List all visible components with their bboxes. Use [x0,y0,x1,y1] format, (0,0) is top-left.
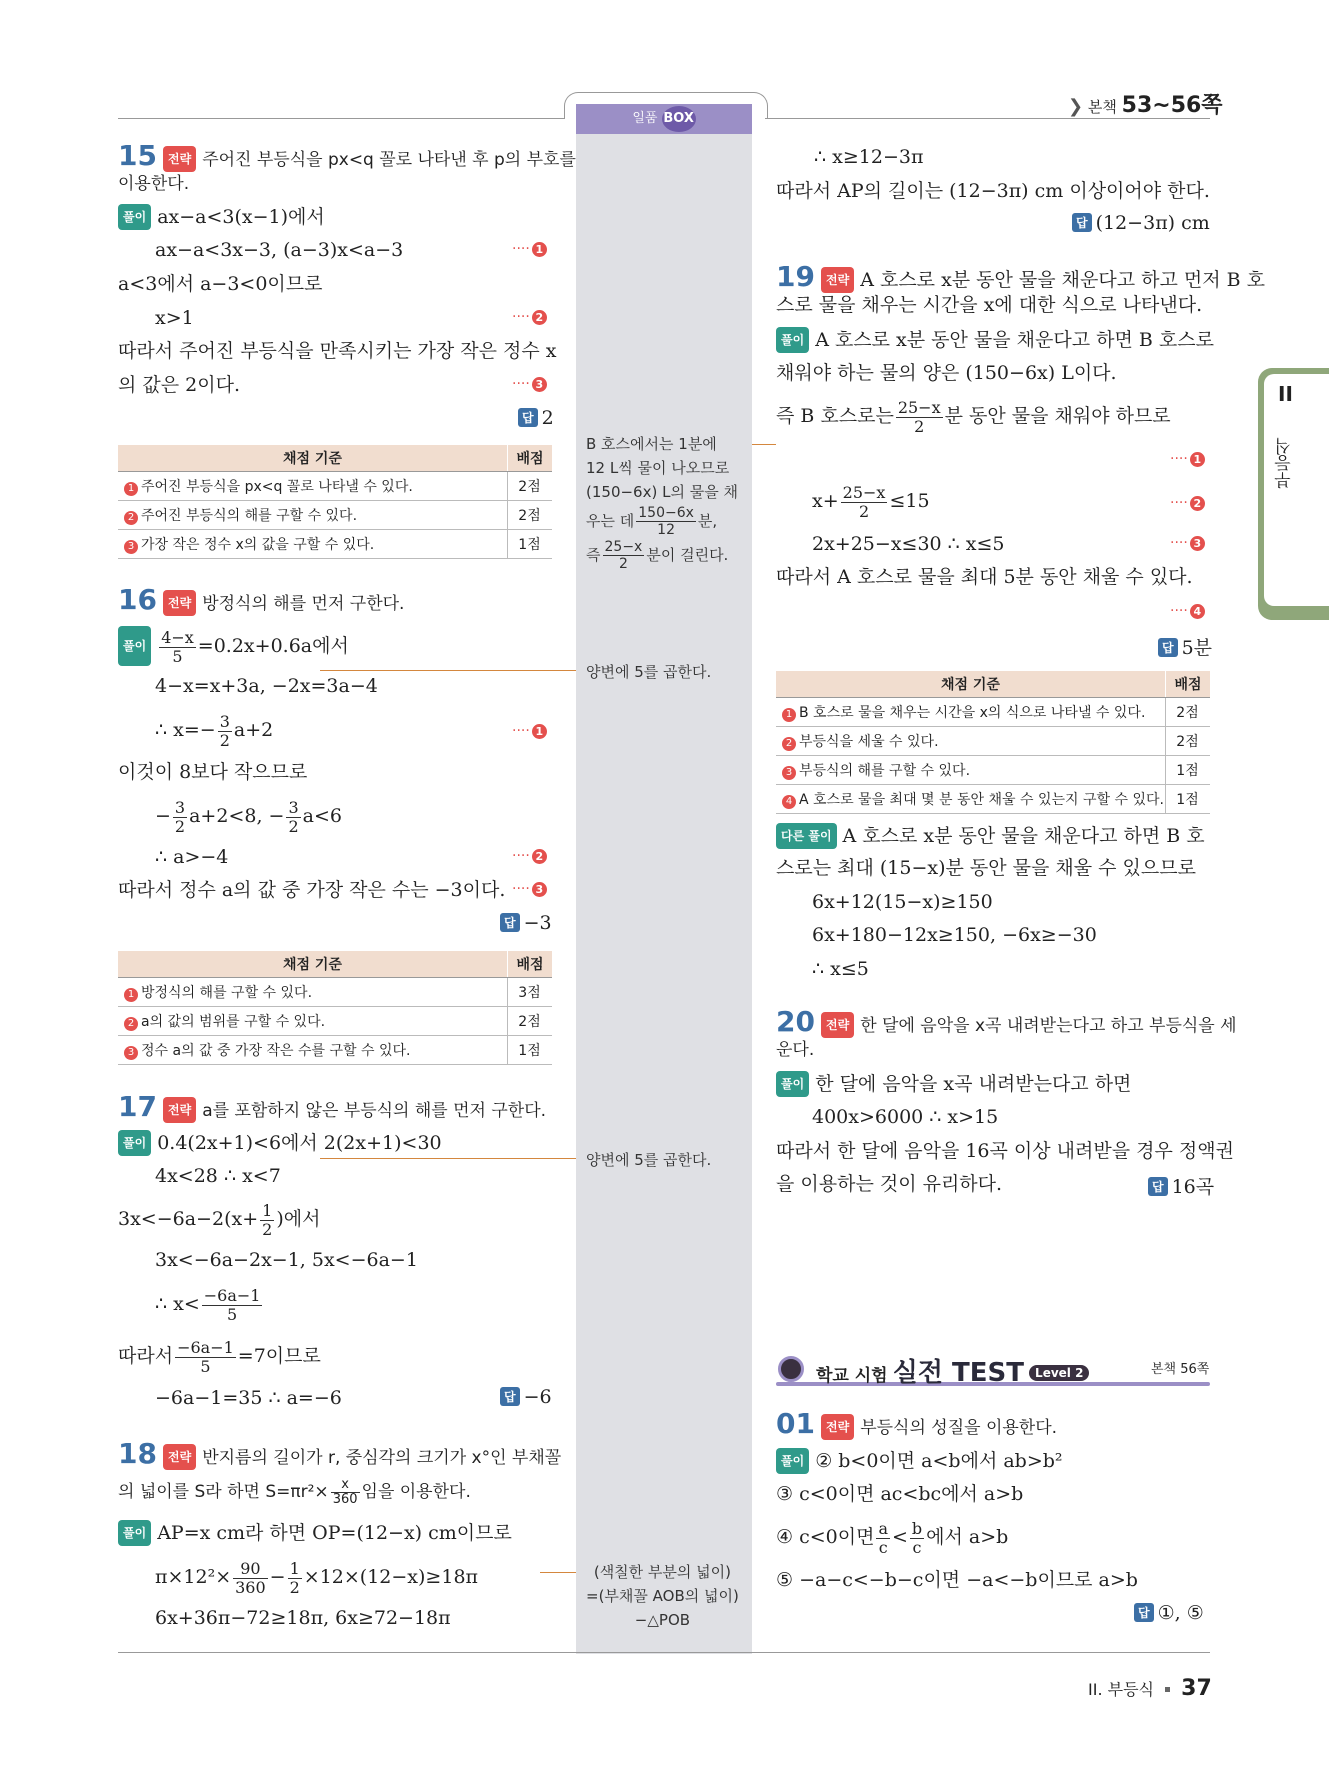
table-row: 2 부등식을 세울 수 있다. 2점 [776,727,1210,756]
step-marker-1: ···· 1 [1170,451,1205,467]
math-line: x>1 [155,307,194,329]
text-line: 채워야 하는 물의 양은 (150−6x) L이다. [776,362,1117,384]
solution-line: 풀이 ② b<0이면 a<b에서 ab>b² [776,1448,1063,1474]
problem-20-strategy: 20 전략 한 달에 음악을 x곡 내려받는다고 하고 부등식을 세 [776,1005,1237,1038]
answer: 답 −3 [500,912,552,934]
math-line: ∴ x≤5 [812,958,869,980]
chevron-right-icon: ❯ [1068,96,1084,117]
step-marker-1: ···· 1 [512,241,547,257]
text-line: 따라서 정수 a의 값 중 가장 작은 수는 −3이다. [118,879,506,901]
text-line: 이것이 8보다 작으므로 [118,761,308,783]
table-row: 1 B 호스로 물을 채우는 시간을 x의 식으로 나타낼 수 있다. 2점 [776,698,1210,727]
connector-line [540,1572,576,1573]
strategy-text-cont: 스로 물을 채우는 시간을 x에 대한 식으로 나타낸다. [776,294,1203,316]
math-line: a<3에서 a−3<0이므로 [118,273,323,295]
answer: 답 5분 [1158,633,1212,660]
tab-inner [1264,374,1329,606]
solution-line: 풀이 한 달에 음악을 x곡 내려받는다고 하면 [776,1071,1131,1097]
table-row: 2 a의 값의 범위를 구할 수 있다. 2점 [118,1007,552,1036]
table-row: 1 주어진 부등식을 px<q 꼴로 나타낼 수 있다. 2점 [118,472,552,501]
problem-number: 15 [118,139,157,172]
test-01-strategy: 01 전략 부등식의 성질을 이용한다. [776,1407,1058,1440]
math-line: ④ c<0이면 $\frac{a}{c}$ < $\frac{b}{c}$ 에서 a>b [776,1518,1009,1557]
math-line: ∴ a>−4 [155,846,229,868]
connector-line [752,444,776,445]
table-header-criterion: 채점 기준 [118,445,508,472]
table-row: 3 정수 a의 값 중 가장 작은 수를 구할 수 있다. 1점 [118,1036,552,1065]
scoring-table-15 [118,445,552,559]
box-note-multiply-5: 양변에 5를 곱한다. [586,1151,712,1169]
math-line: π×12²× $\frac{90}{360}$ − $\frac{1}{2}$ ×12×(12−x)≥18π [155,1558,479,1597]
tab-label: 부등식 [1275,438,1295,489]
step-marker-4: ···· 4 [1170,603,1205,619]
table-row: 3 가장 작은 정수 x의 값을 구할 수 있다. 1점 [118,530,552,559]
math-line: − $\frac{3}{2}$ a+2<8, − $\frac{3}{2}$ a<6 [155,797,342,836]
math-line: 3x<−6a−2x−1, 5x<−6a−1 [155,1249,418,1271]
row-points: 1점 [508,530,553,559]
math-line: ∴ x≥12−3π [814,146,924,168]
math-line: ③ c<0이면 ac<bc에서 a>b [776,1483,1024,1505]
strategy-text-cont: 이용한다. [118,174,190,194]
test-ref: 본책 56쪽 [1151,1362,1210,1377]
strategy-text-cont: 의 넓이를 S라 하면 S=πr²× $\frac{x}{360}$ 임을 이용한다. [118,1476,471,1507]
solution-line [118,626,349,666]
alt-solution-line: 다른 풀이 A 호스로 x분 동안 물을 채운다고 하면 B 호 [776,823,1205,849]
math-line: 따라서 $\frac{-6a-1}{5}$ =7이므로 [118,1337,321,1376]
row-points: 2점 [508,472,553,501]
text-line: 을 이용하는 것이 유리하다. [776,1173,1003,1195]
footer-divider-icon [1165,1687,1170,1692]
step-marker-3: ···· 3 [1170,535,1205,551]
box-header [576,104,752,134]
answer: 답 16곡 [1148,1172,1214,1199]
math-line: 6x+180−12x≥150, −6x≥−30 [812,924,1097,946]
header-ref [1068,88,1223,119]
bullet-icon [778,1356,804,1382]
math-line: 400x>6000 ∴ x>15 [812,1106,999,1128]
scoring-table-16: 채점 기준 배점 1 방정식의 해를 구할 수 있다. 3점 2 a의 값의 범위를 구할 수 있다. 2점 3 정수 a의 값 중 가장 작은 수를 구할 수 있다. 1점 [118,951,552,1065]
math-line: 6x+36π−72≥18π, 6x≥72−18π [155,1607,451,1629]
step-marker-2: ···· 2 [512,848,547,864]
answer [518,407,554,429]
table-row: 1 방정식의 해를 구할 수 있다. 3점 [118,978,552,1007]
problem-15-strategy [118,139,576,172]
strategy-text: 주어진 부등식을 px<q 꼴로 나타낸 후 p의 부호를 [202,150,576,170]
table-row: 4 A 호스로 물을 최대 몇 분 동안 채울 수 있는지 구할 수 있다. 1점 [776,785,1210,814]
strategy-text-cont: 운다. [776,1040,815,1060]
solution-tag: 풀이 [118,626,151,666]
problem-number: 16 [118,583,157,616]
connector-line [320,670,576,671]
step-marker-1: ···· 1 [512,723,547,739]
solution-line: 풀이 0.4(2x+1)<6에서 2(2x+1)<30 [118,1130,442,1156]
connector-line [320,1158,576,1159]
box-note-multiply-5: 양변에 5를 곱한다. [586,663,712,681]
math-line: x+ $\frac{25-x}{2}$ ≤15 [812,482,930,521]
test-title: 학교 시험 실전 TEST $^{Level 2}$ [816,1352,1089,1389]
ref-label: 본책 [1087,98,1117,116]
math-text: =0.2x+0.6a에서 [197,635,349,657]
box-label: 일품 [632,111,658,126]
fraction: $\frac{4-x}{5}$ [161,627,194,666]
answer-tag: 답 [518,408,538,427]
row-text: 주어진 부등식을 px<q 꼴로 나타낼 수 있다. [141,479,413,495]
box-column [576,104,752,1654]
math-line: ∴ x< $\frac{-6a-1}{5}$ [155,1285,261,1324]
solution-line [118,204,325,230]
math-line: ax−a<3x−3, (a−3)x<a−3 [155,239,404,261]
text-line: 따라서 AP의 길이는 (12−3π) cm 이상이어야 한다. [776,180,1210,202]
box-word: BOX [662,106,696,132]
step-marker-3: ···· 3 [512,376,547,392]
text-line: 즉 B 호스로는 $\frac{25-x}{2}$ 분 동안 물을 채워야 하므로 [776,397,1171,436]
problem-17-strategy: 17 전략 a를 포함하지 않은 부등식의 해를 먼저 구한다. [118,1090,547,1123]
ref-pages: 53~56쪽 [1121,93,1223,118]
test-section-header [776,1350,1210,1386]
header-rule-left [118,118,565,119]
footer-chapter: II. 부등식 [1088,1680,1154,1699]
answer: 답 (12−3π) cm [1072,212,1210,234]
strategy-tag: 전략 [163,146,196,172]
step-marker-3: ···· 3 [512,881,547,897]
scoring-table-19: 채점 기준 배점 1 B 호스로 물을 채우는 시간을 x의 식으로 나타낼 수 있다. 2점 2 부등식을 세울 수 있다. 2점 3 부등식의 해를 구할 수 있다. 1점 4 A 호스로 물을 최대 몇 분 동안 채울 수 있는지 구할 수 있다. 1점 [776,671,1210,814]
step-marker-2: ···· 2 [1170,495,1205,511]
footer-rule [118,1652,1210,1653]
answer-value: −3 [523,912,552,934]
math-line: 6x+12(15−x)≥150 [812,891,993,913]
math-line: −6a−1=35 ∴ a=−6 [155,1387,342,1409]
strategy-text: 방정식의 해를 먼저 구한다. [202,594,405,614]
answer: 답 ①, ⑤ [1134,1602,1204,1624]
text-line: 따라서 한 달에 음악을 16곡 이상 내려받을 경우 정액권 [776,1140,1234,1162]
strategy-tag: 전략 [163,590,196,616]
text-line: 의 값은 2이다. [118,374,240,396]
tab-numeral: II [1278,382,1293,406]
solution-line: 풀이 A 호스로 x분 동안 물을 채운다고 하면 B 호스로 [776,327,1214,353]
math-line: ∴ x=− $\frac{3}{2}$ a+2 [155,711,274,750]
row-text: 가장 작은 정수 x의 값을 구할 수 있다. [141,537,375,553]
row-points: 2점 [508,501,553,530]
box-note-area: (색칠한 부분의 넓이) =(부채꼴 AOB의 넓이) −△POB [586,1563,739,1629]
text-line: 따라서 A 호스로 물을 최대 5분 동안 채울 수 있다. [776,566,1193,588]
problem-16-strategy [118,583,405,616]
problem-19-strategy: 19 전략 A 호스로 x분 동안 물을 채운다고 하고 먼저 B 호 [776,260,1265,293]
math-line: 4x<28 ∴ x<7 [155,1165,281,1187]
answer-value: 2 [541,407,554,429]
math-line: 2x+25−x≤30 ∴ x≤5 [812,533,1005,555]
solution-line: 풀이 AP=x cm라 하면 OP=(12−x) cm이므로 [118,1520,512,1546]
page-number: 37 [1181,1676,1212,1701]
table-row: 3 부등식의 해를 구할 수 있다. 1점 [776,756,1210,785]
math-text: ax−a<3(x−1)에서 [157,206,325,228]
footer [1088,1676,1212,1701]
row-text: 주어진 부등식의 해를 구할 수 있다. [141,508,358,524]
text-line: 따라서 주어진 부등식을 만족시키는 가장 작은 정수 x [118,340,557,362]
math-line: 4−x=x+3a, −2x=3a−4 [155,675,378,697]
math-line: ⑤ −a−c<−b−c이면 −a<−b이므로 a>b [776,1569,1138,1591]
chapter-side-tab [1258,368,1329,620]
solution-tag: 풀이 [118,204,151,230]
box-note-hose: B 호스에서는 1분에 12 L씩 물이 나오므로 (150−6x) L의 물을 채 우는 데 $\frac{150-6x}{12}$ 분, 즉 $\frac{25-x}{2}$ 분이 걸린다. [586,435,738,572]
text-line: 스로는 최대 (15−x)분 동안 물을 채울 수 있으므로 [776,857,1196,879]
table-row: 2 주어진 부등식의 해를 구할 수 있다. 2점 [118,501,552,530]
table-header-points: 배점 [508,445,553,472]
step-marker-2: ···· 2 [512,309,547,325]
alt-solution-tag: 다른 풀이 [776,823,837,849]
math-line: 3x<−6a−2(x+ $\frac{1}{2}$ )에서 [118,1200,321,1239]
answer: 답 −6 [500,1386,552,1408]
problem-18-strategy: 18 전략 반지름의 길이가 r, 중심각의 크기가 x°인 부채꼴 [118,1437,562,1470]
